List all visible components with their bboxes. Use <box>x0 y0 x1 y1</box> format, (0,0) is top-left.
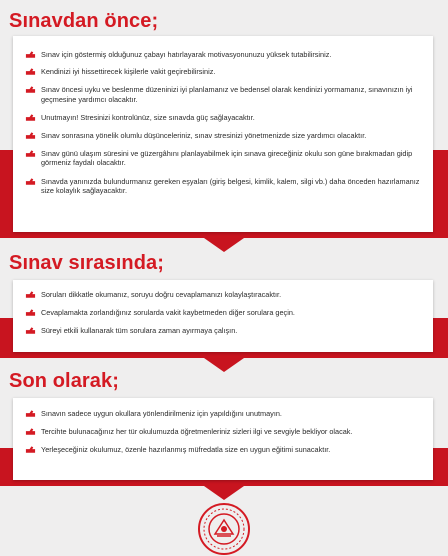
section-title-before: Sınavdan önce; <box>9 10 159 32</box>
list-item <box>23 290 423 299</box>
list-item <box>23 85 423 103</box>
list-item-text: Sınav sonrasına yönelik olumlu düşünceleriniz, sınav stresinizi yönetmenizde size yardımcı olacaktır. <box>41 131 367 141</box>
list-item-text: Sınav günü ulaşım süresini ve güzergâhını planlayabilmek için sınava gireceğiniz okulu son güne bırakmadan gidip görmeniz faydalı olacaktır. <box>41 149 413 168</box>
hand-pointing-icon <box>25 427 36 437</box>
hand-pointing-icon <box>25 67 36 77</box>
ministry-emblem-icon <box>197 502 251 556</box>
card-finally <box>13 398 433 480</box>
list-item-text: Sınav öncesi uyku ve beslenme düzeninizi iyi planlamanız ve bedensel olarak kendinizi yormamanız, sınavınızın iyi geçmesine yardımcı olacaktır. <box>41 85 413 104</box>
list-item <box>23 177 423 195</box>
red-band-notch <box>204 358 244 372</box>
hand-pointing-icon <box>25 445 36 455</box>
list-item-text: Kendinizi iyi hissettirecek kişilerle vakit geçirebilirsiniz. <box>41 67 216 77</box>
card-during <box>13 280 433 352</box>
list-item <box>23 149 423 167</box>
list-item-text: Tercihte bulunacağınız her tür okulumuzda öğretmenleriniz sizleri ilgi ve sevgiyle bekliyor olacak. <box>41 427 353 437</box>
list-item-text: Yerleşeceğiniz okulumuz, özenle hazırlanmış müfredatla size en uygun eğitimi sunacaktır. <box>41 445 331 455</box>
list-item <box>23 50 423 59</box>
list-item <box>23 67 423 76</box>
list-item <box>23 131 423 140</box>
list-item-text: Sınav için göstermiş olduğunuz çabayı hatırlayarak motivasyonunuzu yüksek tutabilirsiniz. <box>41 50 332 59</box>
list-item-text: Soruları dikkatle okumanız, soruyu doğru cevaplamanızı kolaylaştıracaktır. <box>41 290 282 299</box>
card-before <box>13 36 433 232</box>
list-item-text: Cevaplamakta zorlandığınız sorularda vakit kaybetmeden diğer sorulara geçin. <box>41 308 295 318</box>
red-band-notch <box>204 486 244 500</box>
list-item <box>23 308 423 317</box>
list-item-text: Süreyi etkili kullanarak tüm sorulara zaman ayırmaya çalışın. <box>41 326 238 336</box>
list-item-text: Unutmayın! Stresinizi kontrolünüz, size sınavda güç sağlayacaktır. <box>41 112 255 122</box>
list-item <box>23 113 423 122</box>
list-item <box>23 326 423 335</box>
list-item-text: Sınavın sadece uygun okullara yönlendirilmeniz için yapıldığını unutmayın. <box>41 409 282 418</box>
list-item-text: Sınavda yanınızda bulundurmanız gereken eşyaları (giriş belgesi, kimlik, kalem, silgi vb.) daha önceden hazırlamanız size kolaylık sağlayacaktır. <box>41 176 420 195</box>
red-band-notch <box>204 238 244 252</box>
hand-pointing-icon <box>25 326 36 336</box>
hand-pointing-icon <box>25 85 36 95</box>
hand-pointing-icon <box>25 409 36 419</box>
hand-pointing-icon <box>25 149 36 159</box>
hand-pointing-icon <box>25 113 36 123</box>
list-item <box>23 409 423 418</box>
hand-pointing-icon <box>25 50 36 60</box>
hand-pointing-icon <box>25 177 36 187</box>
hand-pointing-icon <box>25 290 36 300</box>
hand-pointing-icon <box>25 131 36 141</box>
list-item <box>23 427 423 436</box>
section-title-finally: Son olarak; <box>9 370 120 392</box>
list-item <box>23 445 423 454</box>
section-title-during: Sınav sırasında; <box>9 252 164 274</box>
hand-pointing-icon <box>25 308 36 318</box>
